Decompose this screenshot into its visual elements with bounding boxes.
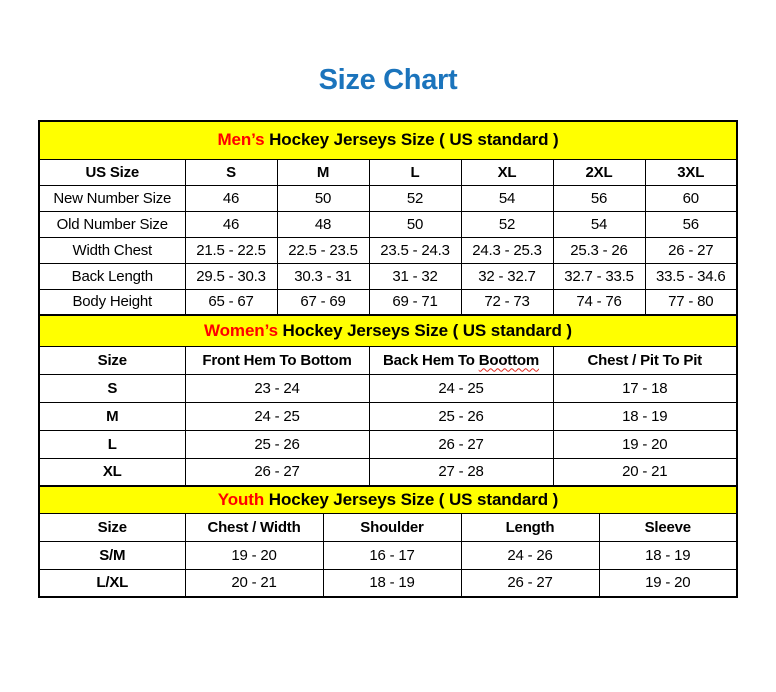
data-cell: 25 - 26 (369, 402, 553, 430)
data-cell: 18 - 19 (599, 541, 737, 569)
youth-size-table (38, 485, 738, 598)
table-row (39, 430, 737, 458)
data-cell: 26 - 27 (185, 458, 369, 486)
data-cell: 56 (645, 211, 737, 237)
data-cell: 25.3 - 26 (553, 237, 645, 263)
data-cell: 24 - 25 (185, 402, 369, 430)
column-header: Front Hem To Bottom (185, 346, 369, 374)
data-cell: 52 (461, 211, 553, 237)
data-cell: 77 - 80 (645, 289, 737, 315)
mens-section-accent: Men’s (217, 130, 265, 150)
table-row (39, 263, 737, 289)
womens-size-table (38, 314, 738, 487)
data-cell: 24 - 25 (369, 374, 553, 402)
column-header: S (185, 159, 277, 185)
data-cell: 26 - 27 (369, 430, 553, 458)
data-cell: 27 - 28 (369, 458, 553, 486)
data-cell: 20 - 21 (185, 569, 323, 597)
data-cell: 32.7 - 33.5 (553, 263, 645, 289)
data-cell: 46 (185, 185, 277, 211)
data-cell: 17 - 18 (553, 374, 737, 402)
table-row (39, 486, 737, 513)
table-row (39, 346, 737, 374)
data-cell: 19 - 20 (553, 430, 737, 458)
page-title: Size Chart (318, 64, 458, 96)
data-cell: 52 (369, 185, 461, 211)
mens-size-table (38, 120, 738, 316)
data-cell: 23 - 24 (185, 374, 369, 402)
data-cell: 19 - 20 (599, 569, 737, 597)
table-row (39, 121, 737, 159)
data-cell: 18 - 19 (553, 402, 737, 430)
data-cell: 30.3 - 31 (277, 263, 369, 289)
column-header: Sleeve (599, 513, 737, 541)
table-row (39, 374, 737, 402)
data-cell: 67 - 69 (277, 289, 369, 315)
data-cell: 50 (277, 185, 369, 211)
data-cell: 16 - 17 (323, 541, 461, 569)
row-label: L/XL (39, 569, 185, 597)
row-label: Old Number Size (39, 211, 185, 237)
column-header: 2XL (553, 159, 645, 185)
table-row (39, 513, 737, 541)
data-cell: 23.5 - 24.3 (369, 237, 461, 263)
data-cell: 19 - 20 (185, 541, 323, 569)
column-header: Shoulder (323, 513, 461, 541)
column-header: L (369, 159, 461, 185)
table-row (39, 159, 737, 185)
data-cell: 21.5 - 22.5 (185, 237, 277, 263)
data-cell: 26 - 27 (461, 569, 599, 597)
table-row (39, 185, 737, 211)
table-row (39, 402, 737, 430)
data-cell: 33.5 - 34.6 (645, 263, 737, 289)
data-cell: 50 (369, 211, 461, 237)
row-label: XL (39, 458, 185, 486)
data-cell: 26 - 27 (645, 237, 737, 263)
row-label: Body Height (39, 289, 185, 315)
row-label: Back Length (39, 263, 185, 289)
data-cell: 31 - 32 (369, 263, 461, 289)
data-cell: 20 - 21 (553, 458, 737, 486)
table-row (39, 237, 737, 263)
womens-section-title: Hockey Jerseys Size ( US standard ) (277, 320, 572, 340)
row-label: M (39, 402, 185, 430)
row-label: Width Chest (39, 237, 185, 263)
data-cell: 65 - 67 (185, 289, 277, 315)
column-header: 3XL (645, 159, 737, 185)
table-row (39, 541, 737, 569)
row-label: New Number Size (39, 185, 185, 211)
table-row (39, 569, 737, 597)
column-header: Chest / Pit To Pit (553, 346, 737, 374)
table-row (39, 289, 737, 315)
data-cell: 60 (645, 185, 737, 211)
mens-section-header (39, 121, 737, 159)
column-header: Length (461, 513, 599, 541)
row-label: S/M (39, 541, 185, 569)
table-row (39, 315, 737, 346)
womens-section-header (39, 315, 737, 346)
data-cell: 72 - 73 (461, 289, 553, 315)
data-cell: 56 (553, 185, 645, 211)
mens-section-title: Hockey Jerseys Size ( US standard ) (264, 130, 559, 150)
table-row (39, 211, 737, 237)
data-cell: 69 - 71 (369, 289, 461, 315)
column-header (369, 346, 553, 374)
data-cell: 24.3 - 25.3 (461, 237, 553, 263)
data-cell: 29.5 - 30.3 (185, 263, 277, 289)
data-cell: 46 (185, 211, 277, 237)
data-cell: 25 - 26 (185, 430, 369, 458)
column-header: Size (39, 513, 185, 541)
data-cell: 48 (277, 211, 369, 237)
row-label: L (39, 430, 185, 458)
table-row (39, 458, 737, 486)
data-cell: 54 (553, 211, 645, 237)
column-header-text: Back Hem To (383, 351, 479, 369)
womens-section-accent: Women’s (204, 320, 278, 340)
data-cell: 32 - 32.7 (461, 263, 553, 289)
data-cell: 74 - 76 (553, 289, 645, 315)
youth-section-title: Hockey Jerseys Size ( US standard ) (264, 489, 559, 509)
size-chart-tables (38, 120, 738, 598)
column-header: XL (461, 159, 553, 185)
data-cell: 18 - 19 (323, 569, 461, 597)
youth-section-header (39, 486, 737, 513)
column-header: Chest / Width (185, 513, 323, 541)
data-cell: 22.5 - 23.5 (277, 237, 369, 263)
column-header: Size (39, 346, 185, 374)
column-header: M (277, 159, 369, 185)
data-cell: 24 - 26 (461, 541, 599, 569)
misspelled-word: Boottom (478, 351, 539, 369)
data-cell: 54 (461, 185, 553, 211)
youth-section-accent: Youth (217, 489, 265, 509)
column-header: US Size (39, 159, 185, 185)
row-label: S (39, 374, 185, 402)
